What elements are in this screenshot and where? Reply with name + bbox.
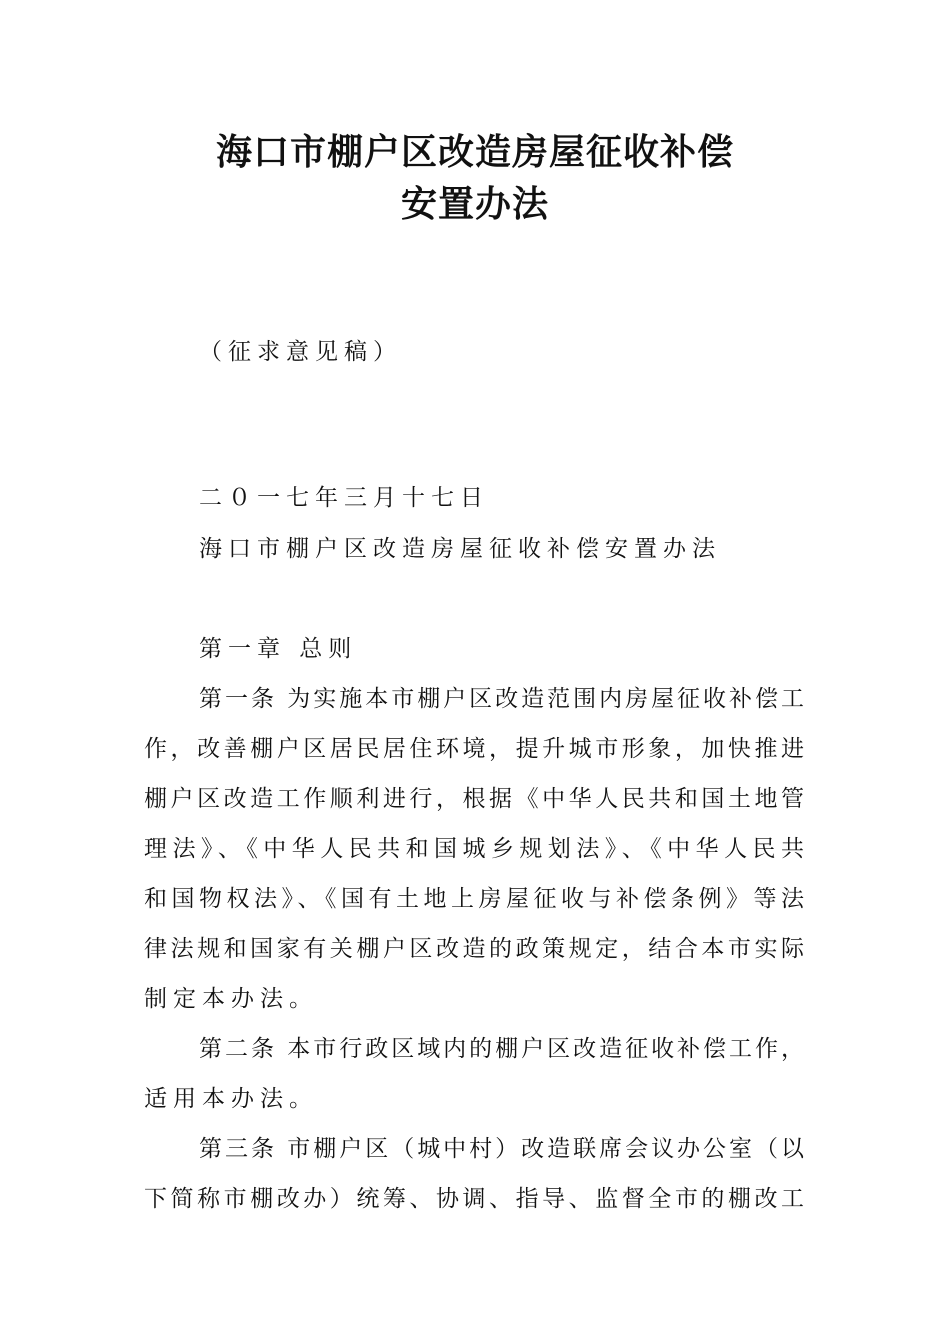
article-1-line-6: 律法规和国家有关棚户区改造的政策规定，结合本市实际 xyxy=(144,936,804,962)
document-subtitle: 海口市棚户区改造房屋征收补偿安置办法 xyxy=(199,536,721,562)
chapter-heading: 第一章 总则 xyxy=(199,636,358,662)
article-1-line-1: 第一条 为实施本市棚户区改造范围内房屋征收补偿工 xyxy=(199,686,804,712)
article-1-line-2: 作，改善棚户区居民居住环境，提升城市形象，加快推进 xyxy=(144,736,804,762)
document-title-line-1: 海口市棚户区改造房屋征收补偿 xyxy=(215,131,734,173)
article-3-line-2: 下简称市棚改办）统筹、协调、指导、监督全市的棚改工 xyxy=(144,1186,804,1212)
article-2-line-2: 适用本办法。 xyxy=(144,1086,318,1112)
article-1-line-5: 和国物权法》、《国有土地上房屋征收与补偿条例》等法 xyxy=(144,886,804,912)
document-date: 二０一七年三月十七日 xyxy=(199,485,489,511)
article-1-line-7: 制定本办法。 xyxy=(144,986,318,1012)
article-2-line-1: 第二条 本市行政区域内的棚户区改造征收补偿工作， xyxy=(199,1036,804,1062)
article-1-line-3: 棚户区改造工作顺利进行，根据《中华人民共和国土地管 xyxy=(144,786,804,812)
article-3-line-1: 第三条 市棚户区（城中村）改造联席会议办公室（以 xyxy=(199,1136,804,1162)
draft-note: （征求意见稿） xyxy=(199,339,402,365)
article-1-line-4: 理法》、《中华人民共和国城乡规划法》、《中华人民共 xyxy=(144,836,804,862)
document-title-line-2: 安置办法 xyxy=(400,183,549,225)
